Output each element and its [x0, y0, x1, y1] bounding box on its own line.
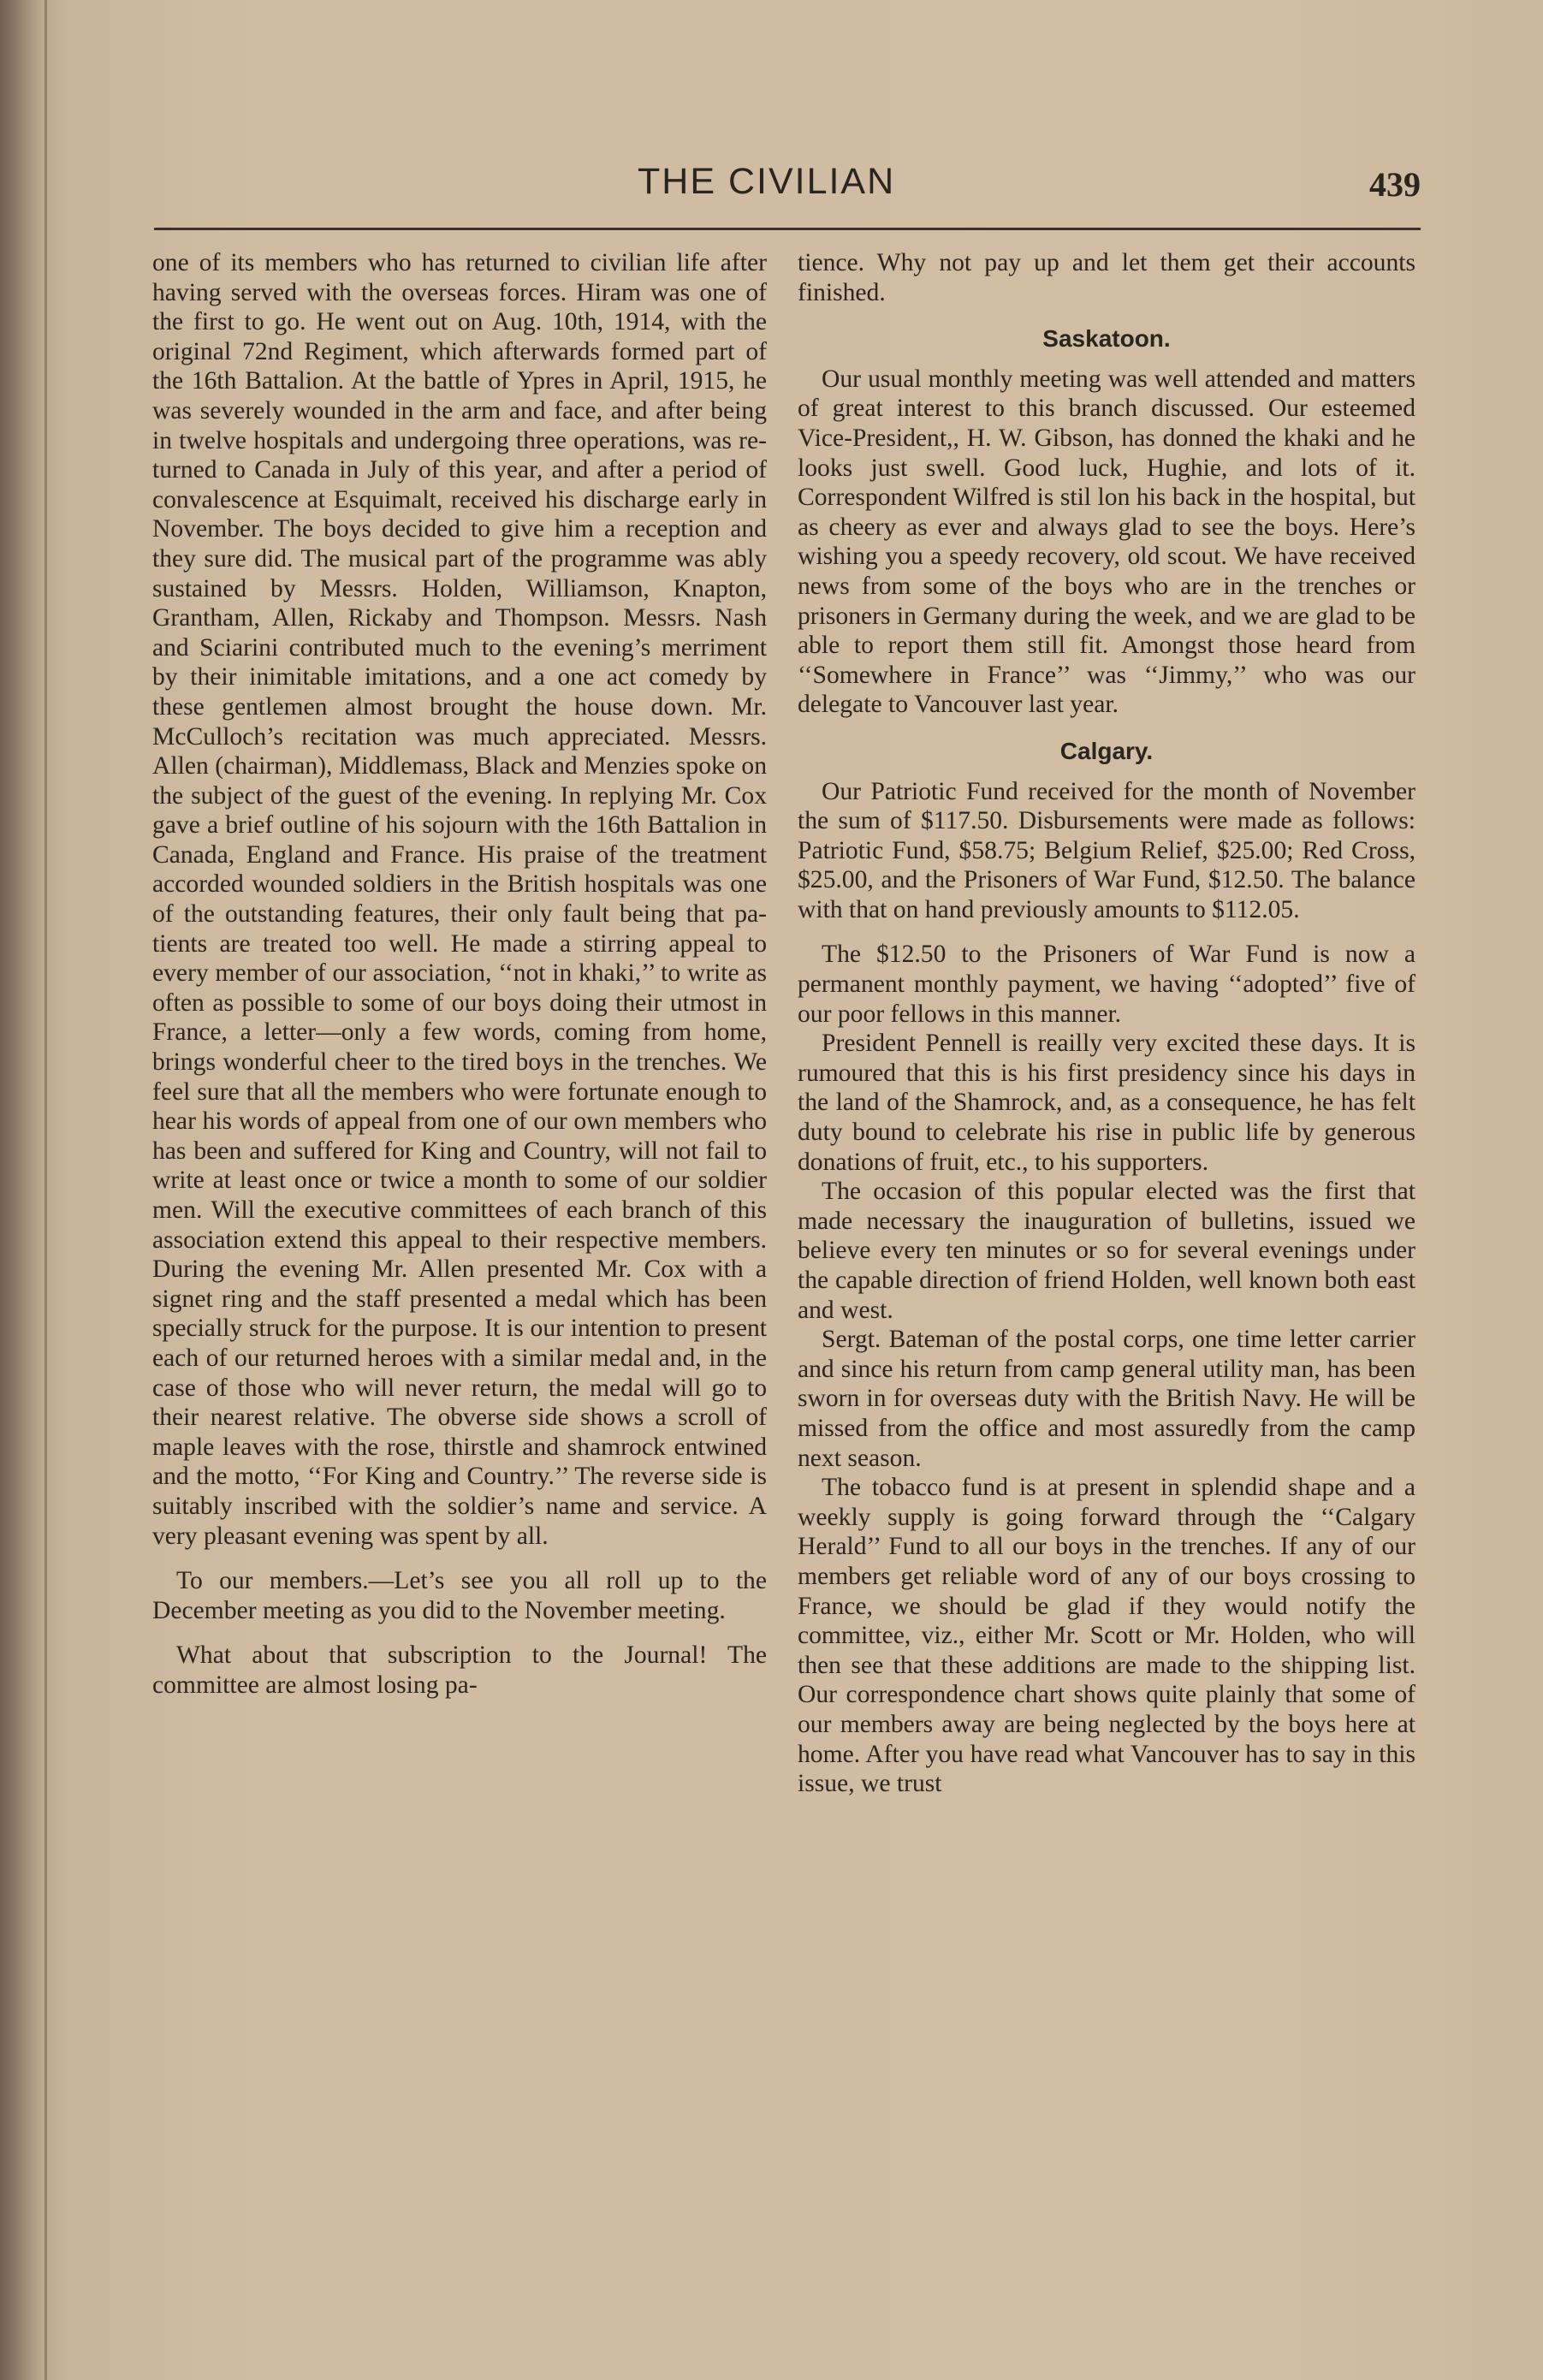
calgary-paragraph-5: Sergt. Bateman of the postal corps, one time letter carrier and since his return from camp general utility man, has been sworn in for overseas duty with the British Navy. He will be missed from the office and most assuredly from the camp next season. [798, 1326, 1415, 1472]
left-paragraph-2: To our members.—Let’s see you all roll up to the December meeting as you did to the November meeting. [152, 1567, 767, 1624]
calgary-paragraph-2: The $12.50 to the Prisoners of War Fund is now a permanent monthly payment, we having ‘‘adopted’’ five of our poor fellows in this manner. [798, 941, 1415, 1028]
calgary-paragraph-6: The tobacco fund is at present in splendid shape and a weekly supply is going forward through the ‘‘Calgary Herald’’ Fund to all our boys in the trenches. If any of our members get reliable word of any of our boys crossing to France, we should be glad if they would notify the committee, viz., either Mr. Scott or Mr. Holden, who will then see that these additions are made to the shipping list. Our correspondence chart shows quite plainly that some of our members away are being neglected by the boys here at home. After you have read what Vancouver has to say in this issue, we trust [798, 1474, 1415, 1798]
calgary-paragraph-4: The occasion of this popular elected was the first that made necessary the inauguration of bulletins, issued we believe every ten minutes or so for several evenings under the capable direction of friend Holden, well known both east and west. [798, 1178, 1415, 1324]
left-paragraph-3: What about that subscription to the Journal! The committee are almost losing pa- [152, 1641, 767, 1699]
binding-gutter [45, 0, 47, 2380]
page-number: 439 [1369, 165, 1421, 204]
header-rule [154, 228, 1421, 230]
section-heading-calgary: Calgary. [1059, 737, 1154, 764]
running-title: THE CIVILIAN [638, 161, 896, 202]
calgary-paragraph-3: President Pennell is reailly very excited these days. It is rumoured that this is his first presidency since his days in the land of the Shamrock, and, as a consequence, he has felt duty bound to celebrate his rise in public life by generous donations of fruit, etc., to his supporters. [798, 1030, 1415, 1176]
calgary-paragraph-1: Our Patriotic Fund received for the month of November the sum of $117.50. Disbursements were made as follows: Patriotic Fund, $58.75; Belgium Relief, $25.00; Red Cross, $25.00, and the Prisoners of War Fund, $12.50. The balance with that on hand previously amounts to $112.05. [798, 777, 1415, 923]
left-column [152, 248, 767, 1700]
left-paragraph-1: one of its members who has returned to civilian life after having served with the overseas forces. Hiram was one of the first to go. He went out on Aug. 10th, 1914, with the original 72nd Regiment, which afterwards formed part of the 16th Battalion. At the battle of Ypres in April, 1915, he was severely wounded in the arm and face, and after being in twelve hospitals and undergoing three operations, was returned to Canada in July of this year, and after a period of convalescence at Esquimalt, received his discharge early in November. The boys decided to give him a reception and they sure did. The musical part of the programme was ably sustained by Messrs. Holden, Williamson, Knapton, Grantham, Allen, Rickaby and Thompson. Messrs. Nash and Sciarini contributed much to the evening’s merriment by their inimitable imitations, and a one act comedy by these gentlemen almost brought the house down. Mr. McCulloch’s recitation was much appreciated. Messrs. Allen (chairman), Middlemass, Black and Menzies spoke on the subject of the guest of the evening. In replying Mr. Cox gave a brief outline of his sojourn with the 16th Battalion in Canada, England and France. His praise of the treatment accorded wounded soldiers in the British hospitals was one of the outstanding features, their only fault being that patients are treated too well. He made a stirring appeal to every member of our association, ‘‘not in khaki,’’ to write as often as possible to some of our boys doing their utmost in France, a letter—only a few words, coming from home, brings wonderful cheer to the tired boys in the trenches. We feel sure that all the members who were fortunate enough to hear his words of appeal from one of our own members who has been and suffered for King and Country, will not fail to write at least once or twice a month to some of our soldier men. Will the executive committees of each branch of this association extend this appeal to their respective members. During the evening Mr. Allen presented Mr. Cox with a signet ring and the staff presented a medal which has been specially struck for the purpose. It is our intention to present each of our returned heroes with a similar medal and, in the case of those who will never return, the medal will go to their nearest relative. The obverse side shows a scroll of maple leaves with the rose, thirstle and shamrock entwined and the motto, ‘‘For King and Country.’’ The reverse side is suitably inscribed with the soldier’s name and service. A very pleasant evening was spent by all. [152, 249, 767, 1550]
saskatoon-paragraph-1: Our usual monthly meeting was well attended and matters of great interest to this branch discussed. Our esteemed Vice-President,, H. W. Gibson, has donned the khaki and he looks just swell. Good luck, Hughie, and lots of it. Correspondent Wilfred is stil lon his back in the hospital, but as cheery as ever and always glad to see the boys. Here’s wishing you a speedy recovery, old scout. We have received news from some of the boys who are in the trenches or prisoners in Germany during the week, and we are glad to be able to report them still fit. Amongst those heard from ‘‘Somewhere in France’’ was ‘‘Jimmy,’’ who was our delegate to Vancouver last year. [798, 365, 1415, 719]
section-heading-saskatoon: Saskatoon. [1042, 325, 1171, 353]
right-intro-paragraph: tience. Why not pay up and let them get their accounts finished. [798, 249, 1415, 306]
right-column [798, 248, 1415, 1799]
page-header [150, 161, 1421, 221]
